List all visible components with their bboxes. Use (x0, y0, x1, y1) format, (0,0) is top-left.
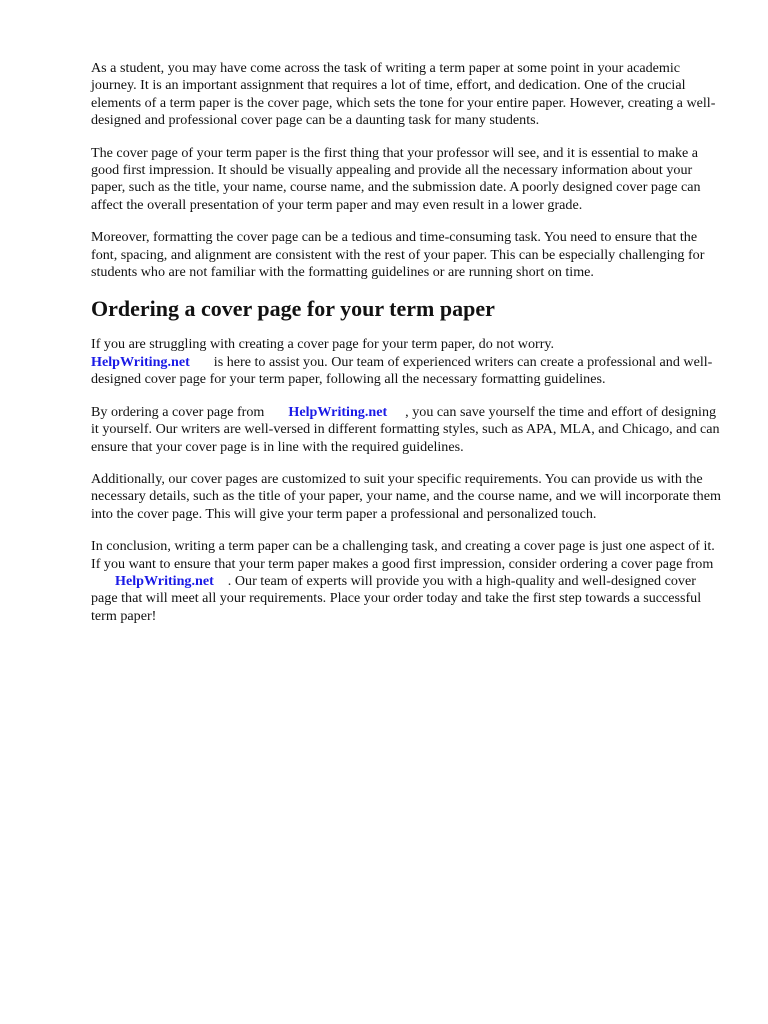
ordering-paragraph-3: Additionally, our cover pages are customized to suit your specific requirements. You can provide us with the necessary details, such as the title of your paper, your name, and the course name, and we will incorporate them into the cover page. This will give your term paper a professional and personalized touch. (91, 470, 721, 522)
intro-paragraph-2: The cover page of your term paper is the first thing that your professor will see, and it is essential to make a good first impression. It should be visually appealing and provide all the necessary information about your paper, such as the title, your name, course name, and the submission date. A poorly designed cover page can affect the overall presentation of your term paper and may even result in a lower grade. (91, 144, 701, 213)
ordering-paragraph-2 (91, 404, 723, 456)
ordering-p2-text-after: , you can save yourself the time and effort of designing it yourself. Our writers are well-versed in different formatting styles, such as APA, MLA, and Chicago, and can ensure that your cover page is in line with the required guidelines. (91, 403, 720, 455)
intro-paragraph-3: Moreover, formatting the cover page can be a tedious and time-consuming task. You need to ensure that the font, spacing, and alignment are consistent with the rest of your paper. This can be especially challenging for students who are not familiar with the formatting guidelines or are running short on time. (91, 229, 705, 281)
helpwriting-link-3[interactable]: HelpWriting.net (115, 572, 214, 589)
intro-paragraph-1: As a student, you may have come across the task of writing a term paper at some point in your academic journey. It is an important assignment that requires a lot of time, effort, and dedication. One of the crucial elements of a term paper is the cover page, which sets the tone for your entire paper. However, creating a well-designed and professional cover page can be a daunting task for many students. (91, 60, 716, 129)
ordering-paragraph-1 (91, 336, 723, 388)
ordering-p1-text-before: If you are struggling with creating a cover page for your term paper, do not worry. (91, 336, 555, 353)
section-heading: Ordering a cover page for your term paper (91, 296, 495, 322)
helpwriting-link-1[interactable]: HelpWriting.net (91, 353, 190, 370)
ordering-p4-text-before: In conclusion, writing a term paper can be a challenging task, and creating a cover page is just one aspect of it. If you want to ensure that your term paper makes a good first impression, consider ordering a cover page from (91, 538, 715, 572)
helpwriting-link-2[interactable]: HelpWriting.net (288, 403, 388, 420)
ordering-p1-text-after: is here to assist you. Our team of experienced writers can create a professional and well-designed cover page for your term paper, following all the necessary formatting guidelines. (91, 353, 713, 388)
ordering-paragraph-4 (91, 538, 723, 625)
ordering-p2-text-before: By ordering a cover page from (91, 403, 265, 420)
ordering-p4-text-after: . Our team of experts will provide you with a high-quality and well-designed cover page that will meet all your requirements. Place your order today and take the first step towards a successful term paper! (91, 572, 702, 624)
